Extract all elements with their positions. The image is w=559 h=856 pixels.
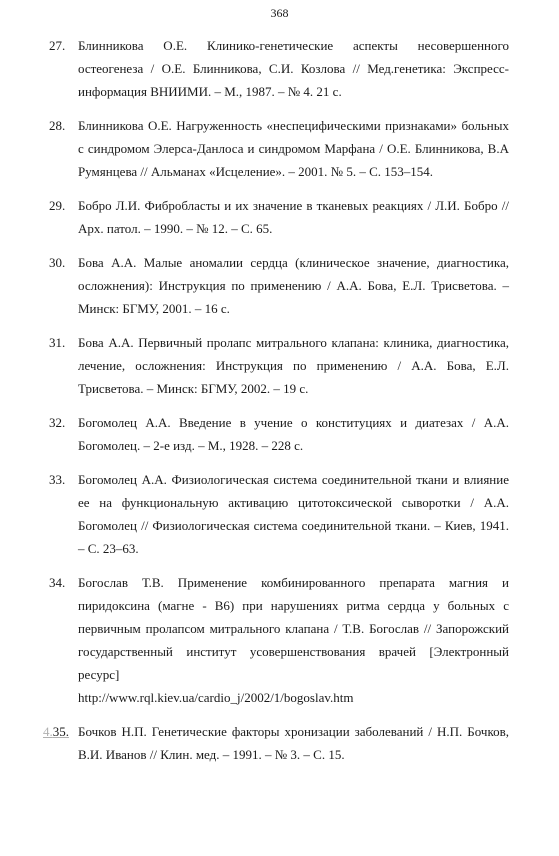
reference-item <box>0 468 559 560</box>
reference-number-value: 35. <box>52 724 69 739</box>
reference-item <box>0 194 559 240</box>
reference-item <box>0 251 559 320</box>
reference-number: 29. <box>49 198 66 213</box>
reference-number: 31. <box>49 335 66 350</box>
reference-item <box>0 411 559 457</box>
reference-number: 32. <box>49 415 66 430</box>
reference-item <box>0 114 559 183</box>
reference-text: Бочков Н.П. Генетические факторы хронизации заболеваний / Н.П. Бочков, В.И. Иванов // Клин. мед. – 1991. – № 3. – С. 15. <box>78 724 509 762</box>
reference-text: Блинникова О.Е. Нагруженность «неспецифическими признаками» больных с синдромом Элерса-Данлоса и синдромом Марфана / О.Е. Блинникова, В.А Румянцева // Альманах «Исцеление». – 2001. № 5. – С. 153–154. <box>78 118 509 179</box>
reference-list <box>0 34 559 777</box>
reference-number: 27. <box>49 38 66 53</box>
reference-number: 30. <box>49 255 66 270</box>
reference-text: Бобро Л.И. Фибробласты и их значение в тканевых реакциях / Л.И. Бобро // Арх. патол. – 1990. – № 12. – С. 65. <box>78 198 509 236</box>
reference-url[interactable]: http://www.rql.kiev.ua/cardio_j/2002/1/bogoslav.htm <box>78 690 354 705</box>
reference-number: 28. <box>49 118 66 133</box>
reference-text: Бова А.А. Малые аномалии сердца (клиническое значение, диагностика, осложнения): Инструкция по применению / А.А. Бова, Е.Л. Трисветова. – Минск: БГМУ, 2001. – 16 с. <box>78 255 509 316</box>
reference-item <box>0 571 559 709</box>
reference-mark: 4. <box>43 724 53 739</box>
reference-text: Богомолец А.А. Физиологическая система соединительной ткани и влияние ее на функциональную активацию цитотоксической сыворотки / А.А. Богомолец // Физиологическая система соединительной ткани. – Киев, 1941. – С. 23–63. <box>78 472 509 556</box>
reference-item <box>0 34 559 103</box>
reference-text: Богомолец А.А. Введение в учение о конституциях и диатезах / А.А. Богомолец. – 2-е изд. – М., 1928. – 228 с. <box>78 415 509 453</box>
reference-item <box>0 720 559 766</box>
reference-number: 33. <box>49 472 66 487</box>
reference-item <box>0 331 559 400</box>
reference-number <box>43 720 69 743</box>
page-number: 368 <box>270 6 289 20</box>
reference-text: Бова А.А. Первичный пролапс митрального клапана: клиника, диагностика, лечение, осложнения: Инструкция по применению / А.А. Бова, Е.Л. Трисветова. – Минск: БГМУ, 2002. – 19 с. <box>78 335 509 396</box>
reference-text: Блинникова О.Е. Клинико-генетические аспекты несовершенного остеогенеза / О.Е. Блинникова, С.И. Козлова // Мед.генетика: Экспресс-информация ВНИИМИ. – М., 1987. – № 4. 21 с. <box>78 38 509 99</box>
reference-number: 34. <box>49 575 66 590</box>
reference-text: Богослав Т.В. Применение комбинированного препарата магния и пиридоксина (магне - В6) при нарушениях ритма сердца у больных с первичным пролапсом митрального клапана / Т.В. Богослав // Запорожский государственный институт усовершенствования врачей [Электронный ресурс] <box>78 575 509 682</box>
